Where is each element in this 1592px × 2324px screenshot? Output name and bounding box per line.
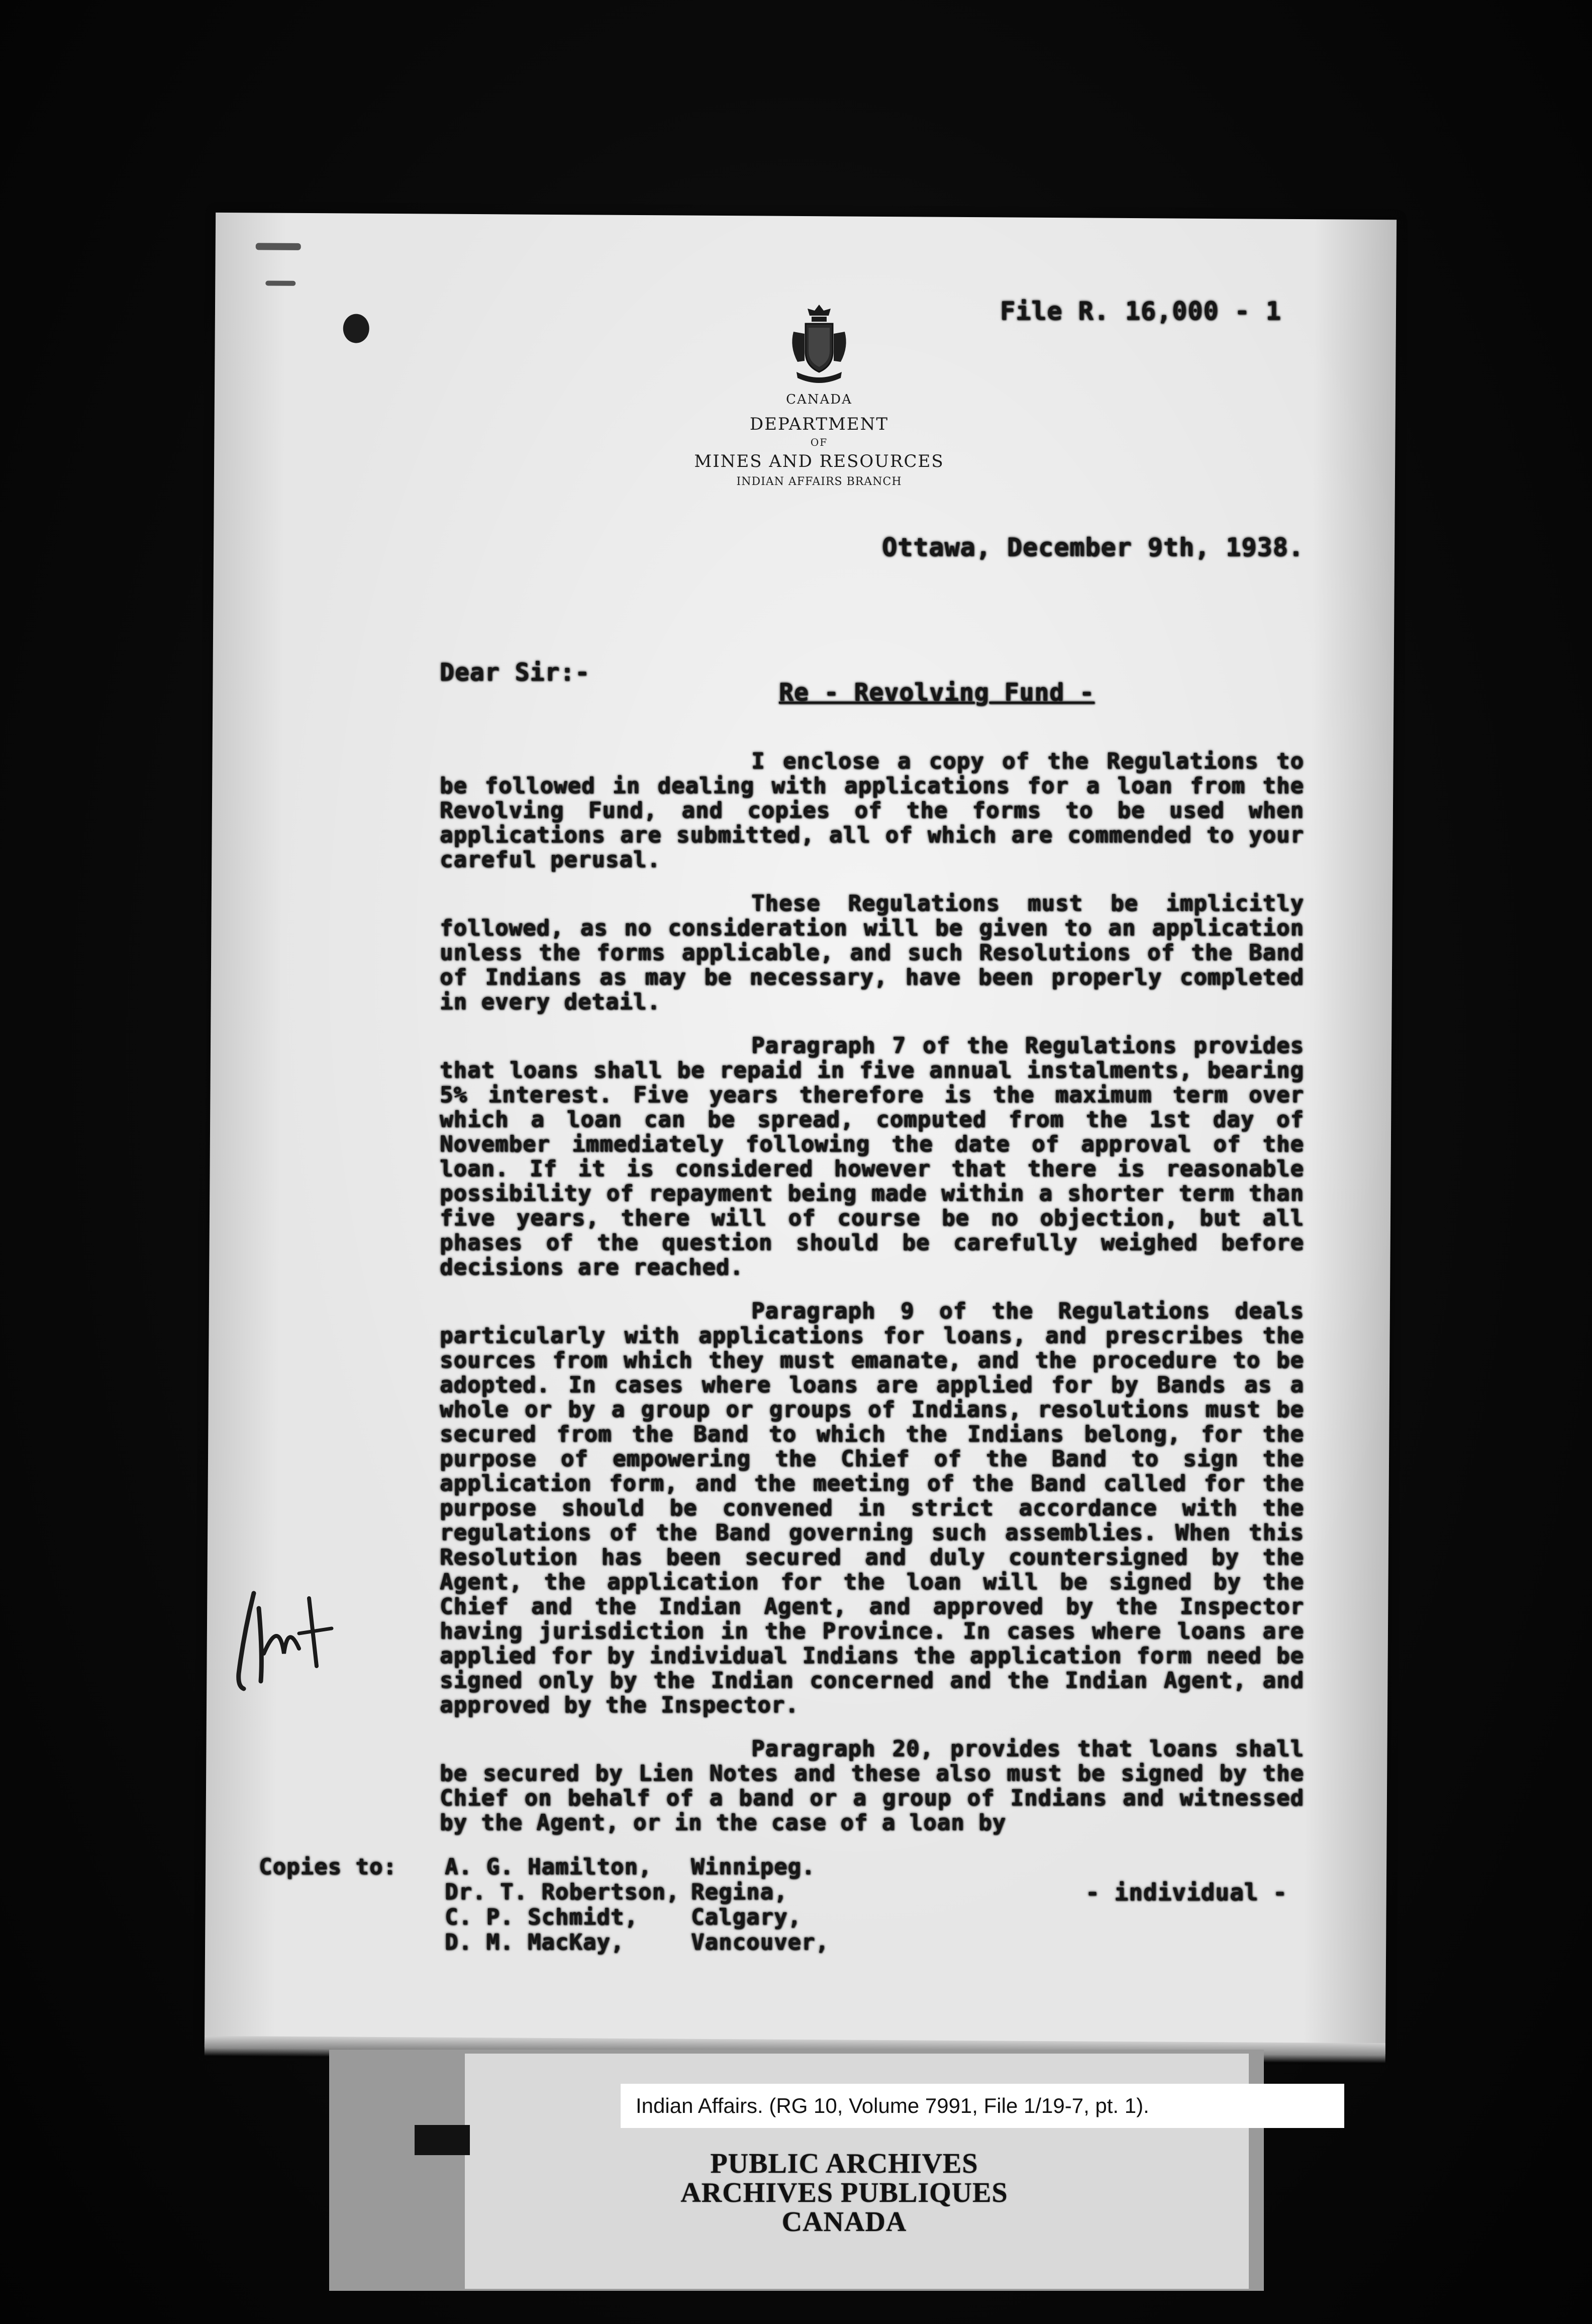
archive-card [465,2054,1249,2289]
recipient-name: Dr. T. Robertson, [445,1879,680,1905]
body-paragraph: Paragraph 20, provides that loans shall be secured by Lien Notes and these also must be signed by the Chief on behalf of a band or a group of Indians and witnessed by the Agent, or in the case of a loan by [440,1736,1304,1835]
copy-recipient [445,1855,897,1880]
letterhead-branch: INDIAN AFFAIRS BRANCH [736,475,902,488]
recipient-city: Regina, [691,1879,788,1905]
letterhead-of: OF [810,436,828,448]
body-paragraph: I enclose a copy of the Regulations to be followed in dealing with applications for a loan from the Revolving Fund, and copies of the forms to be used when applications are submitted, all of which are commended to your careful perusal. [440,748,1304,873]
letterhead-ministry: MINES AND RESOURCES [694,451,944,471]
copy-recipient [445,1905,897,1930]
recipient-name: A. G. Hamilton, [445,1854,652,1880]
archive-citation: Indian Affairs. (RG 10, Volume 7991, File 1/19-7, pt. 1). [636,2094,1149,2117]
letterhead-department: DEPARTMENT [749,414,889,434]
copies-label: Copies to: [259,1854,397,1880]
canada-coat-of-arms-icon [786,302,852,387]
archive-country: CANADA [781,2206,907,2238]
subject-line: Re - Revolving Fund - [779,679,1094,707]
recipient-city: Winnipeg. [691,1854,816,1880]
continuation-word: - individual - [1085,1879,1287,1906]
citation-box [621,2084,1344,2128]
letterhead [638,302,1000,488]
body-paragraph: Paragraph 9 of the Regulations deals particularly with applications for loans, and prescribes the sources from which they must emanate, and the procedure to be adopted. In cases where loans are applied for by Bands as a whole or by a group or groups of Indians, resolutions must be secured from the Band to which the Indians belong, for the purpose of empowering the Chief of the Band to sign the application form, and the meeting of the Band called for the purpose should be convened in strict accordance with the regulations of the Band governing such assemblies. When this Resolution has been secured and duly countersigned by the Agent, the application for the loan will be signed by the Chief and the Indian Agent, and approved by the Inspector having jurisdiction in the Province. In cases where loans are applied for by individual Indians the application form need be signed only by the Indian concerned and the Indian Agent, and approved by the Inspector. [440,1298,1304,1718]
corner-mark [256,243,301,250]
file-reference: File R. 16,000 - 1 [1000,297,1281,326]
letterhead-country: CANADA [786,392,852,407]
salutation: Dear Sir:- [440,658,590,687]
recipient-city: Vancouver, [691,1929,829,1955]
copy-recipient [445,1930,897,1955]
ink-blot [343,314,369,343]
corner-mark [265,280,295,285]
archive-name [593,2149,1096,2237]
letter-date: Ottawa, December 9th, 1938. [882,533,1304,562]
recipient-name: D. M. MacKay, [445,1929,625,1955]
recipient-name: C. P. Schmidt, [445,1904,638,1930]
letter-body [440,749,1304,1835]
recipient-city: Calgary, [691,1904,802,1930]
handwritten-initials-mark [224,1578,354,1709]
copy-recipient [445,1880,897,1905]
label-notch [415,2125,470,2155]
copies-list [445,1855,897,1955]
archive-name-english: PUBLIC ARCHIVES [710,2148,978,2179]
archive-name-french: ARCHIVES PUBLIQUES [680,2177,1008,2208]
archive-label-strip [329,2050,1264,2291]
body-paragraph: These Regulations must be implicitly followed, as no consideration will be given to an application unless the forms applicable, and such Resolutions of the Band of Indians as may be necessary, have been properly completed in every detail. [440,891,1304,1015]
body-paragraph: Paragraph 7 of the Regulations provides that loans shall be repaid in five annual instalments, bearing 5% interest. Five years therefore is the maximum term over which a loan can be spread, computed from the 1st day of November immediately following the date of approval of the loan. If it is considered however that there is reasonable possibility of repayment being made within a shorter term than five years, there will of course be no objection, but all phases of the question should be carefully weighed before decisions are reached. [440,1033,1304,1280]
